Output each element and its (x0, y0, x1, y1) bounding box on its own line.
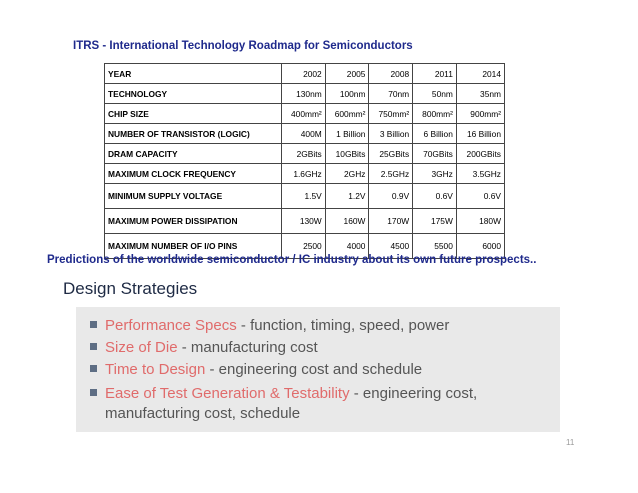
table-row (105, 144, 505, 164)
table-cell: 4500 (369, 234, 413, 259)
table-cell: 900mm² (456, 104, 504, 124)
table-cell: 6 Billion (413, 124, 457, 144)
table-cell: 2002 (282, 64, 326, 84)
bullet-square-icon (90, 343, 97, 350)
bullet-highlight: Performance Specs (105, 317, 237, 334)
bullet-text: - function, timing, speed, power (236, 317, 450, 334)
row-label: MAXIMUM NUMBER OF I/O PINS (105, 234, 282, 259)
table-cell: 0.6V (456, 184, 504, 209)
page-number: 11 (566, 438, 575, 447)
table-cell: 2GBits (282, 144, 326, 164)
table-cell: 16 Billion (456, 124, 504, 144)
row-label: MAXIMUM CLOCK FREQUENCY (105, 164, 282, 184)
table-cell: 3 Billion (369, 124, 413, 144)
bullet-square-icon (90, 321, 97, 328)
bullet-square-icon (90, 365, 97, 372)
table-cell: 25GBits (369, 144, 413, 164)
table-cell: 180W (456, 209, 504, 234)
table-cell: 4000 (325, 234, 369, 259)
bullet-highlight: Size of Die (105, 339, 178, 356)
table-cell: 130W (282, 209, 326, 234)
bullet-text: - manufacturing cost (177, 339, 318, 356)
bullet-item (90, 361, 422, 378)
bullet-item (90, 385, 477, 402)
table-cell: 2.5GHz (369, 164, 413, 184)
table-caption: Predictions of the worldwide semiconductor / IC industry about its own future prospects.. (47, 254, 537, 266)
bullet-text: - engineering cost, (349, 385, 478, 402)
table-cell: 2008 (369, 64, 413, 84)
row-label: CHIP SIZE (105, 104, 282, 124)
table-cell: 130nm (282, 84, 326, 104)
table-cell: 1 Billion (325, 124, 369, 144)
section-heading: Design Strategies (63, 279, 198, 298)
table-cell: 1.5V (282, 184, 326, 209)
table-cell: 175W (413, 209, 457, 234)
table-cell: 400M (282, 124, 326, 144)
table-cell: 1.2V (325, 184, 369, 209)
table-cell: 2500 (282, 234, 326, 259)
itrs-roadmap-table (104, 63, 505, 259)
bullet-continuation: manufacturing cost, schedule (105, 405, 301, 422)
table-cell: 50nm (413, 84, 457, 104)
table-cell: 750mm² (369, 104, 413, 124)
table-row (105, 184, 505, 209)
slide-title: ITRS - International Technology Roadmap for Semiconductors (73, 40, 413, 52)
table-cell: 600mm² (325, 104, 369, 124)
bullet-item (90, 317, 449, 334)
table-row (105, 164, 505, 184)
table-cell: 400mm² (282, 104, 326, 124)
table-cell: 200GBits (456, 144, 504, 164)
bullet-text: - engineering cost and schedule (205, 361, 423, 378)
row-label: DRAM CAPACITY (105, 144, 282, 164)
table-cell: 800mm² (413, 104, 457, 124)
table-cell: 6000 (456, 234, 504, 259)
table-row (105, 209, 505, 234)
table-cell: 0.6V (413, 184, 457, 209)
bullet-highlight: Time to Design (105, 361, 206, 378)
table-cell: 2GHz (325, 164, 369, 184)
table-cell: 2014 (456, 64, 504, 84)
bullet-square-icon (90, 389, 97, 396)
row-label: MAXIMUM POWER DISSIPATION (105, 209, 282, 234)
row-label: NUMBER OF TRANSISTOR (LOGIC) (105, 124, 282, 144)
table-cell: 2011 (413, 64, 457, 84)
table-cell: 2005 (325, 64, 369, 84)
bullet-item (90, 339, 318, 356)
table-cell: 0.9V (369, 184, 413, 209)
table-cell: 160W (325, 209, 369, 234)
row-label: YEAR (105, 64, 282, 84)
table-row (105, 124, 505, 144)
table-row (105, 104, 505, 124)
table-cell: 3GHz (413, 164, 457, 184)
table-cell: 1.6GHz (282, 164, 326, 184)
table-cell: 70nm (369, 84, 413, 104)
table-cell: 3.5GHz (456, 164, 504, 184)
table-cell: 5500 (413, 234, 457, 259)
table-row (105, 64, 505, 84)
row-label: TECHNOLOGY (105, 84, 282, 104)
row-label: MINIMUM SUPPLY VOLTAGE (105, 184, 282, 209)
table-row (105, 84, 505, 104)
table-cell: 10GBits (325, 144, 369, 164)
table-cell: 100nm (325, 84, 369, 104)
table-cell: 35nm (456, 84, 504, 104)
table-cell: 70GBits (413, 144, 457, 164)
bullet-highlight: Ease of Test Generation & Testability (105, 385, 350, 402)
table-cell: 170W (369, 209, 413, 234)
